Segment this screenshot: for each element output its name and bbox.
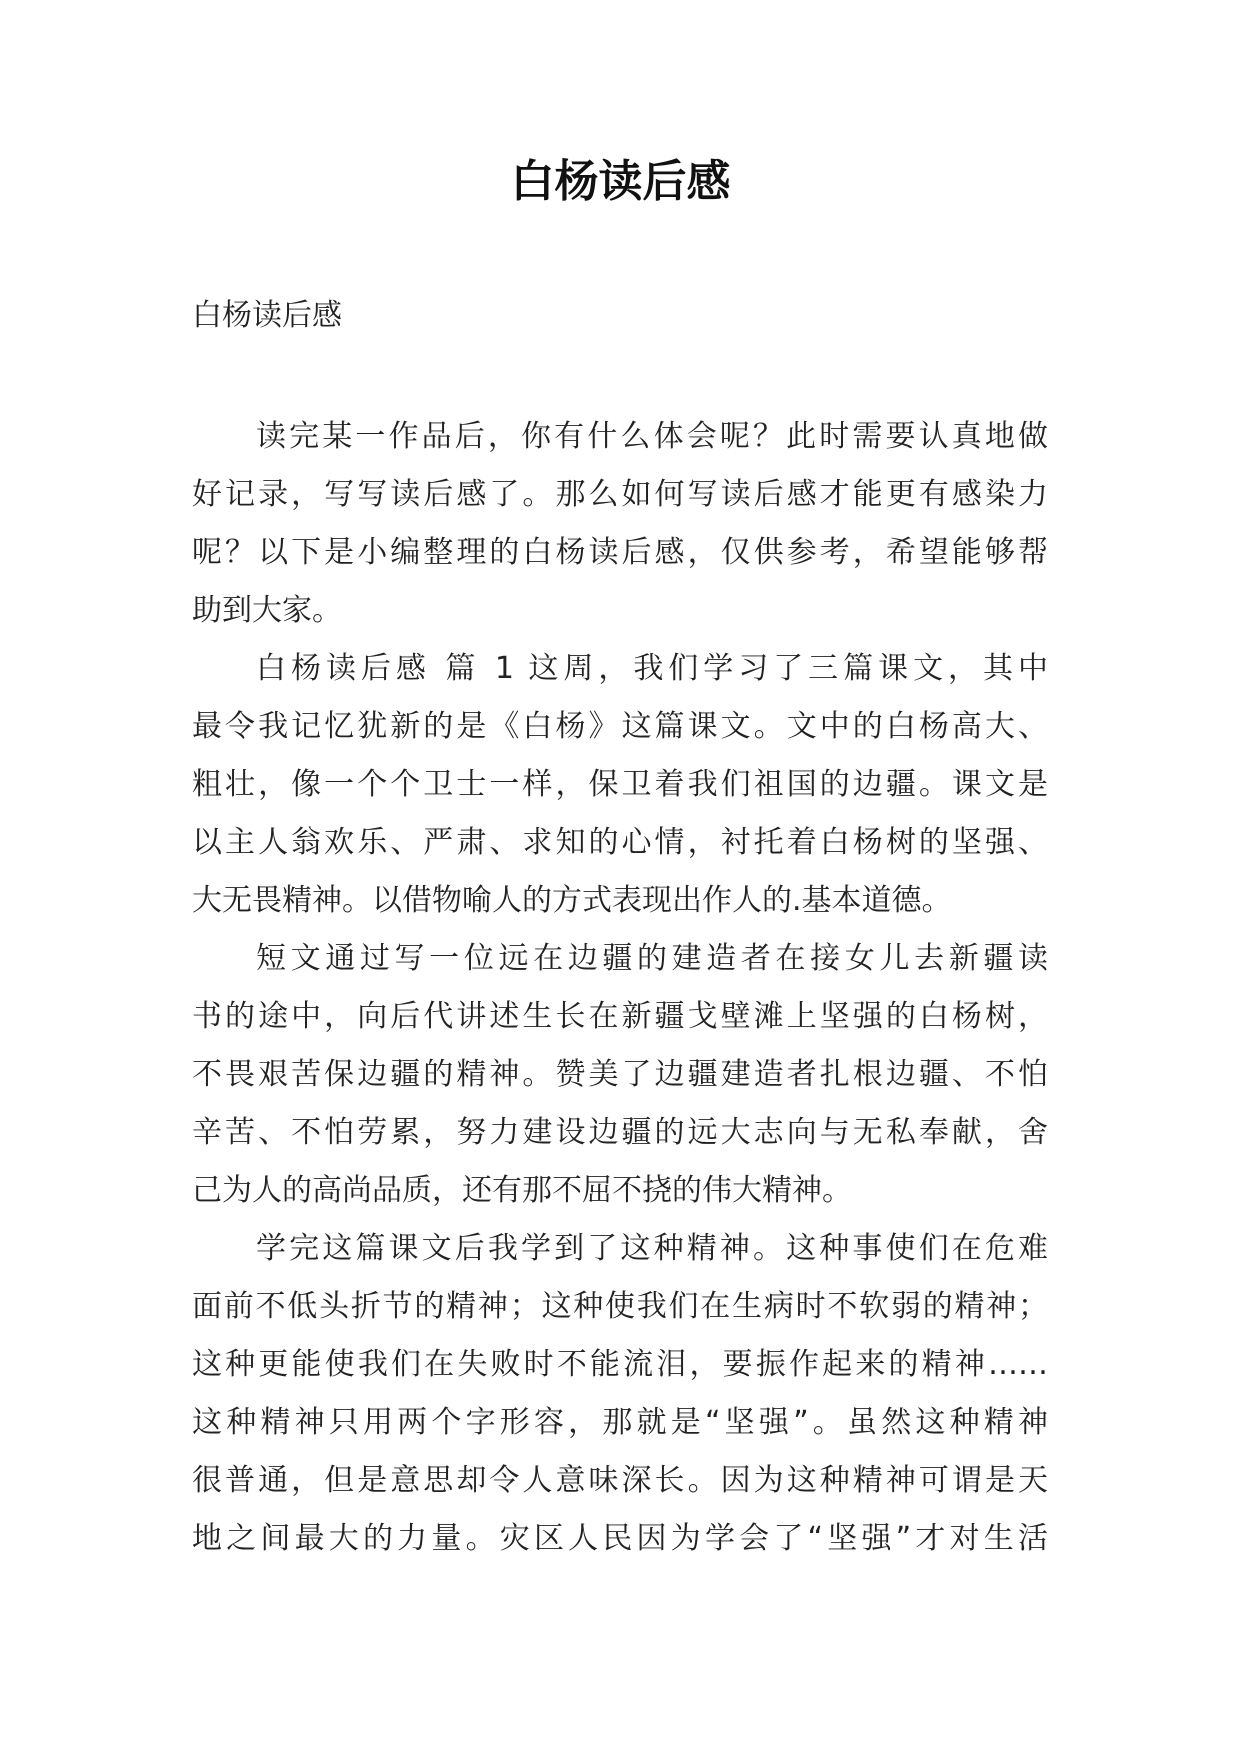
text-line: 不畏艰苦保边疆的精神。赞美了边疆建造者扎根边疆、不怕 bbox=[192, 1057, 1048, 1092]
text-line: 最令我记忆犹新的是《白杨》这篇课文。文中的白杨高大、 bbox=[192, 709, 1048, 744]
text-line: 以主人翁欢乐、严肃、求知的心情，衬托着白杨树的坚强、 bbox=[192, 825, 1048, 860]
text-line: 助到大家。 bbox=[192, 593, 342, 628]
text-line: 地之间最大的力量。灾区人民因为学会了“坚强”才对生活 bbox=[192, 1521, 1048, 1556]
text-line: 读完某一作品后，你有什么体会呢？此时需要认真地做 bbox=[256, 419, 1048, 454]
document-body bbox=[192, 408, 1048, 1568]
text-line: 辛苦、不怕劳累，努力建设边疆的远大志向与无私奉献，舍 bbox=[192, 1115, 1048, 1150]
text-line: 粗壮，像一个个卫士一样，保卫着我们祖国的边疆。课文是 bbox=[192, 767, 1048, 802]
text-line: 己为人的高尚品质，还有那不屈不挠的伟大精神。 bbox=[192, 1173, 852, 1208]
text-line: 书的途中，向后代讲述生长在新疆戈壁滩上坚强的白杨树， bbox=[192, 999, 1048, 1034]
document-subtitle: 白杨读后感 bbox=[192, 298, 342, 333]
text-line: 很普通，但是意思却令人意味深长。因为这种精神可谓是天 bbox=[192, 1463, 1048, 1498]
text-line: 白杨读后感 篇 1 这周，我们学习了三篇课文，其中 bbox=[256, 651, 1048, 686]
text-line: 短文通过写一位远在边疆的建造者在接女儿去新疆读 bbox=[256, 941, 1048, 976]
text-line: 这种更能使我们在失败时不能流泪，要振作起来的精神…… bbox=[192, 1347, 1048, 1382]
document-title: 白杨读后感 bbox=[510, 156, 731, 207]
text-line: 好记录，写写读后感了。那么如何写读后感才能更有感染力 bbox=[192, 477, 1048, 512]
text-line: 学完这篇课文后我学到了这种精神。这种事使们在危难 bbox=[256, 1231, 1048, 1266]
text-line: 面前不低头折节的精神；这种使我们在生病时不软弱的精神； bbox=[192, 1289, 1048, 1324]
text-line: 大无畏精神。以借物喻人的方式表现出作人的.基本道德。 bbox=[192, 883, 952, 918]
text-line: 呢？以下是小编整理的白杨读后感，仅供参考，希望能够帮 bbox=[192, 535, 1048, 570]
text-line: 这种精神只用两个字形容，那就是“坚强”。虽然这种精神 bbox=[192, 1405, 1048, 1440]
